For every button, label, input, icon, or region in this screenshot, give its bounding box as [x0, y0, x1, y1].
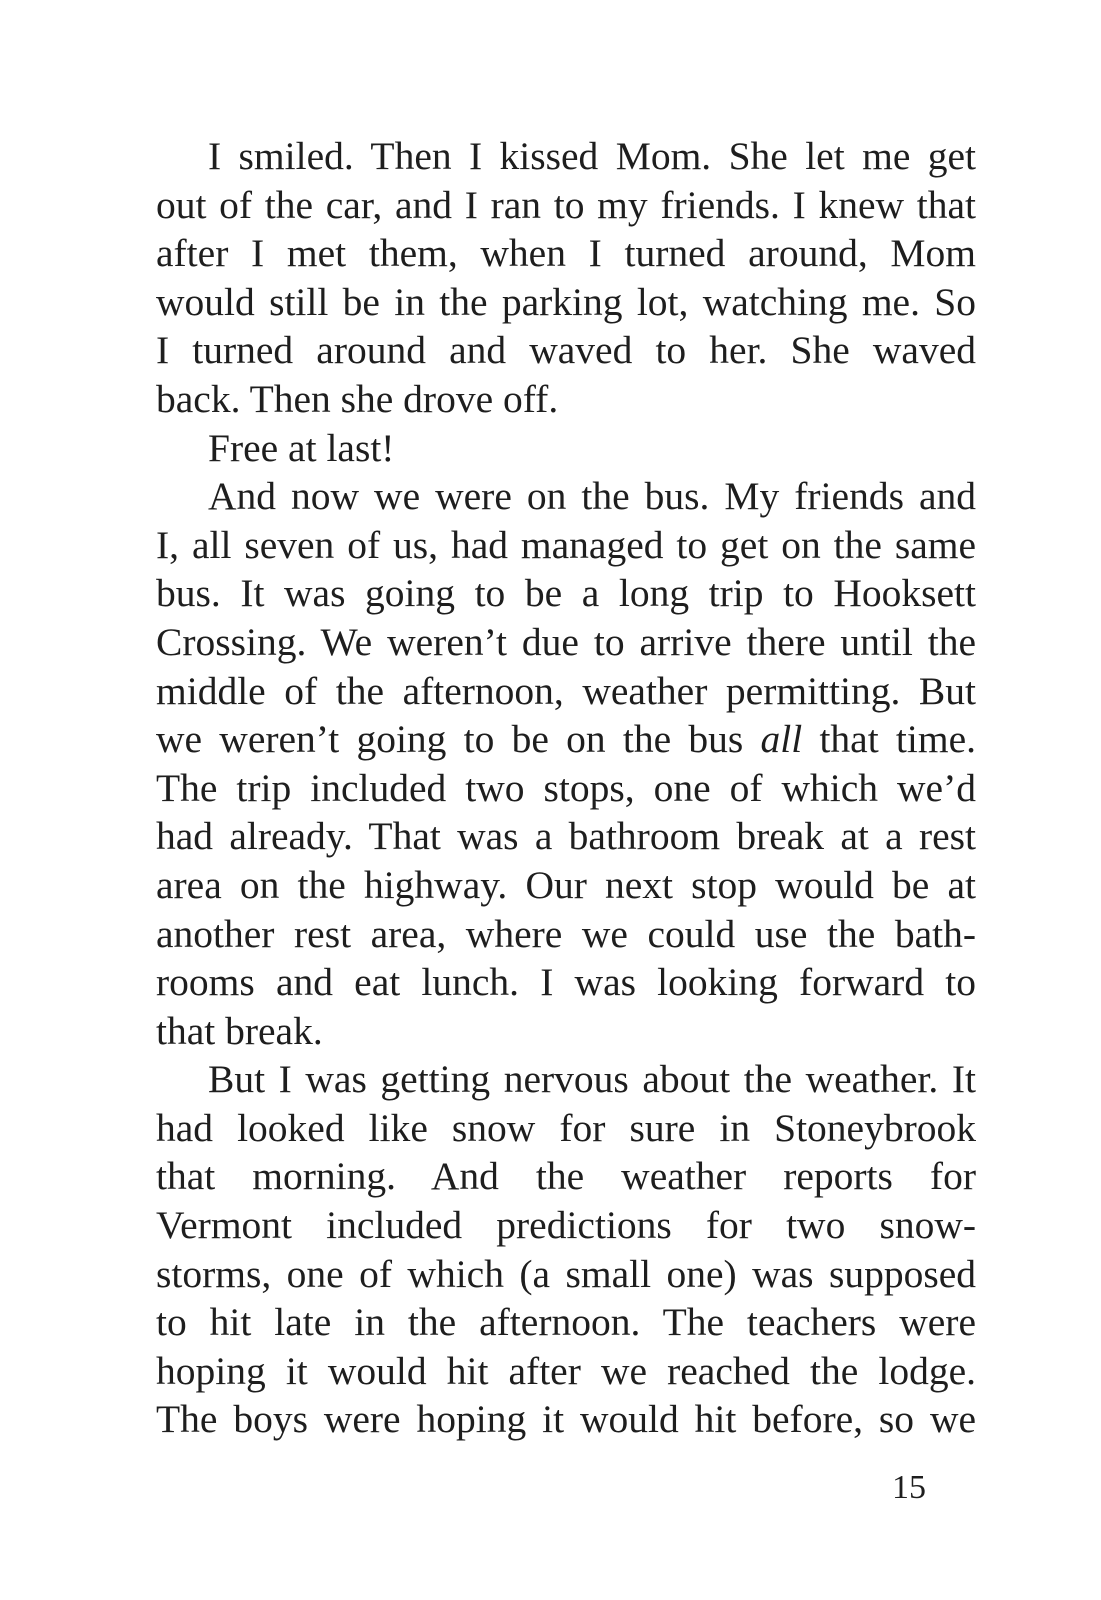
- body-text: [156, 132, 976, 1444]
- text-line: rooms and eat lunch. I was looking forward to: [156, 960, 976, 1005]
- text-line: The trip included two stops, one of which we’d: [156, 765, 976, 810]
- text-segment: that time.: [802, 717, 976, 762]
- text-line: hoping it would hit after we reached the lodge.: [156, 1348, 976, 1393]
- text-line: to hit late in the afternoon. The teachers were: [156, 1300, 976, 1345]
- text-line: And now we were on the bus. My friends and: [208, 474, 976, 519]
- text-line: But I was getting nervous about the weather. It: [208, 1057, 976, 1102]
- text-line: storms, one of which (a small one) was supposed: [156, 1251, 976, 1296]
- text-line: had looked like snow for sure in Stoneybrook: [156, 1105, 976, 1150]
- text-line: bus. It was going to be a long trip to Hooksett: [156, 571, 976, 616]
- text-segment: we weren’t going to be on the bus: [156, 717, 761, 762]
- text-line: [156, 715, 976, 764]
- text-line: out of the car, and I ran to my friends. I knew that: [156, 182, 976, 227]
- text-line: I, all seven of us, had managed to get on the same: [156, 522, 976, 567]
- italic-word: all: [760, 717, 803, 762]
- page-number: 15: [892, 1469, 926, 1506]
- text-line: after I met them, when I turned around, Mom: [156, 231, 976, 276]
- text-line: The boys were hoping it would hit before, so we: [156, 1397, 976, 1442]
- text-line: Free at last!: [208, 425, 395, 470]
- text-line: back. Then she drove off.: [156, 376, 559, 421]
- text-line: had already. That was a bathroom break at a rest: [156, 814, 976, 859]
- text-line: area on the highway. Our next stop would be at: [156, 862, 976, 907]
- text-line: Crossing. We weren’t due to arrive there until the: [156, 619, 976, 664]
- text-line: Vermont included predictions for two snow-: [156, 1203, 976, 1248]
- text-line: another rest area, where we could use the bath-: [156, 911, 976, 956]
- text-line: that morning. And the weather reports for: [156, 1154, 976, 1199]
- text-line: I turned around and waved to her. She waved: [156, 328, 976, 373]
- text-line: I smiled. Then I kissed Mom. She let me get: [208, 134, 976, 178]
- text-line: middle of the afternoon, weather permitting. But: [156, 668, 976, 713]
- text-line: would still be in the parking lot, watching me. So: [156, 279, 976, 324]
- text-line: that break.: [156, 1008, 323, 1053]
